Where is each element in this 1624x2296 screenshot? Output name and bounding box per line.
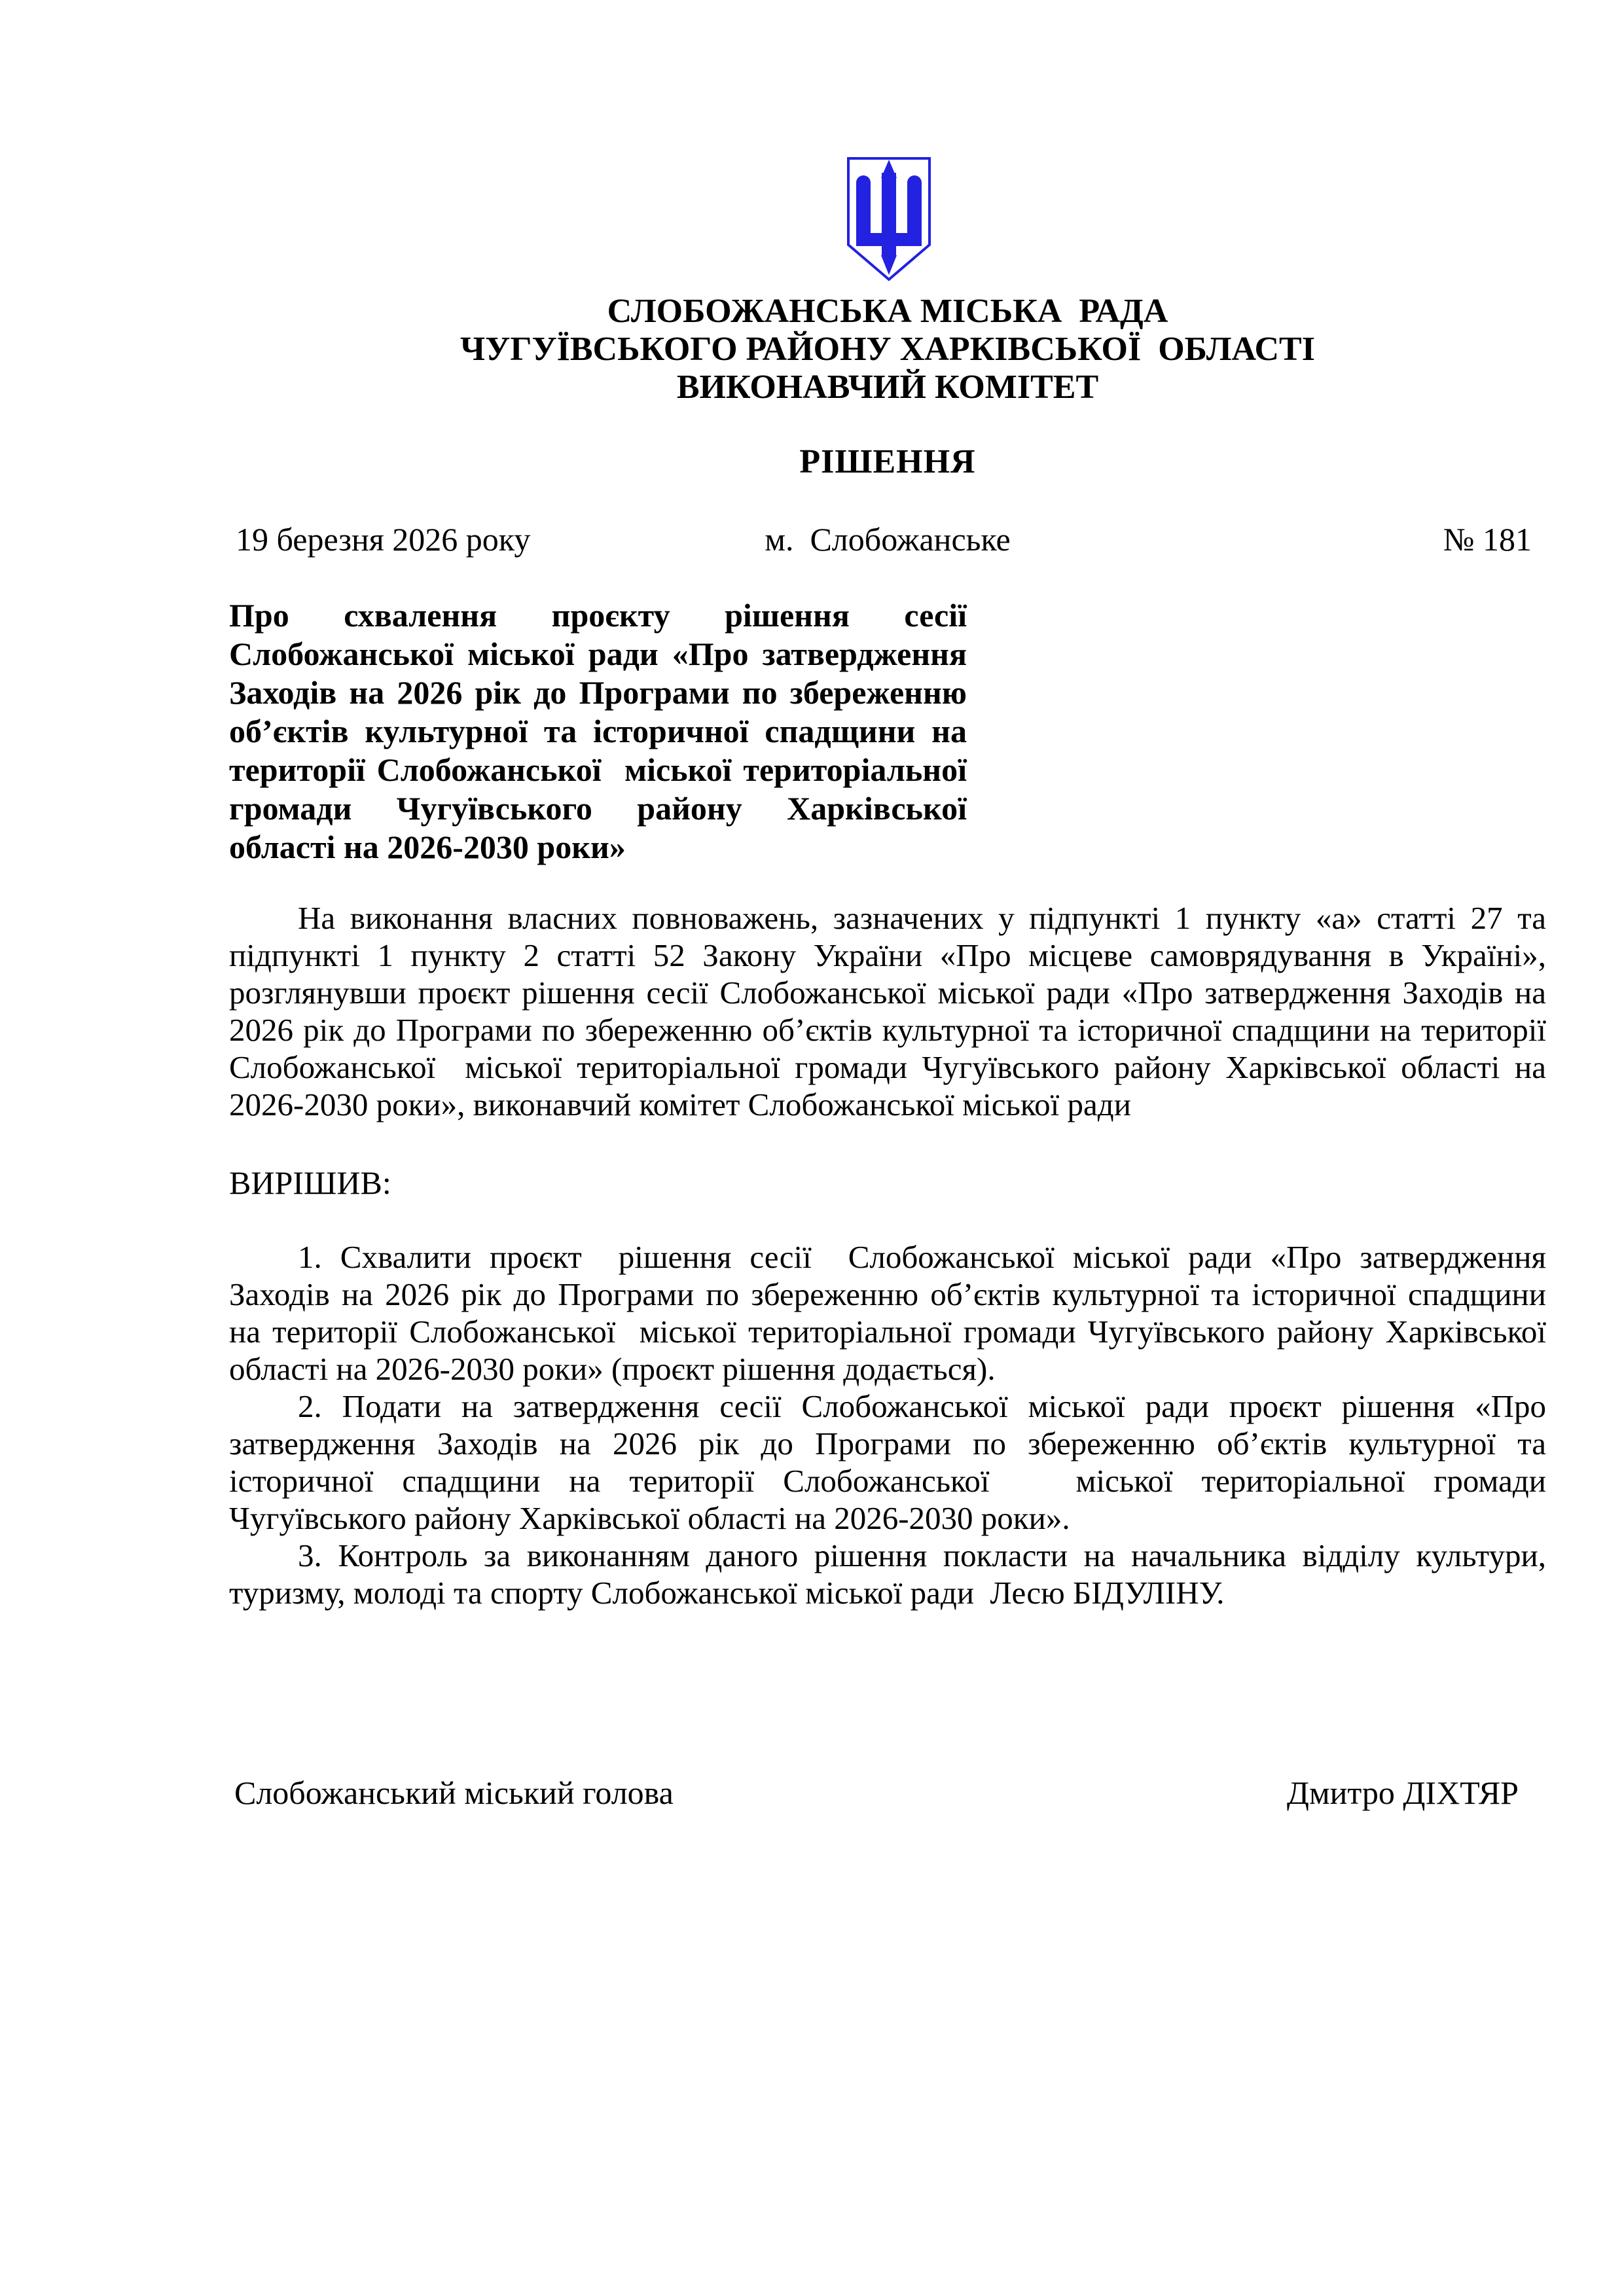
tryzub-emblem-icon xyxy=(846,156,932,283)
doc-subject: Про схвалення проєкту рішення сесії Слобожанської міської ради «Про затвердження Заходів на 2026 рік до Програми по збереженню об’єктів культурної та історичної спадщини на території Слобожанської міської територіальної громади Чугуївського району Харківської області на 2026-2030 роки» xyxy=(229,597,967,865)
preamble-paragraph: На виконання власних повноважень, зазначених у підпункті 1 пункту «а» статті 27 та підпункті 1 пункту 2 статті 52 Закону України «Про місцеве самоврядування в Україні», розглянувши проєкт рішення сесії Слобожанської міської ради «Про затвердження Заходів на 2026 рік до Програми по збереженню об’єктів культурної та історичної спадщини на території Слобожанської міської територіальної громади Чугуївського району Харківської області на 2026-2030 роки», виконавчий комітет Слобожанської міської ради xyxy=(229,900,1546,1122)
resolved-label: ВИРІШИВ: xyxy=(229,1164,391,1201)
org-district-line: ЧУГУЇВСЬКОГО РАЙОНУ ХАРКІВСЬКОЇ ОБЛАСТІ xyxy=(460,331,1315,368)
doc-type-title: РІШЕННЯ xyxy=(799,443,976,480)
resolution-items xyxy=(229,1238,1546,1611)
trident-left-prong xyxy=(856,175,871,242)
trident-right-prong xyxy=(907,175,922,242)
resolution-item-1: 1. Схвалити проєкт рішення сесії Слобожанської міської ради «Про затвердження Заходів на 2026 рік до Програми по збереженню об’єктів культурної та історичної спадщини на території Слобожанської міської територіальної громади Чугуївського району Харківської області на 2026-2030 роки» (проєкт рішення додається). xyxy=(229,1239,1546,1387)
resolution-item-2: 2. Подати на затвердження сесії Слобожанської міської ради проєкт рішення «Про затвердження Заходів на 2026 рік до Програми по збереженню об’єктів культурної та історичної спадщини на території Слобожанської міської територіальної громади Чугуївського району Харківської області на 2026-2030 роки». xyxy=(229,1388,1546,1536)
org-name-line: СЛОБОЖАНСЬКА МІСЬКА РАДА xyxy=(607,293,1168,330)
doc-date: 19 березня 2026 року xyxy=(236,521,531,558)
doc-number: № 181 xyxy=(1443,521,1532,558)
trident-crossbar xyxy=(856,233,922,246)
resolution-item-3: 3. Контроль за виконанням даного рішення покласти на начальника відділу культури, туризму, молоді та спорту Слобожанської міської ради Лесю БІДУЛІНУ. xyxy=(229,1537,1546,1611)
org-committee-line: ВИКОНАВЧИЙ КОМІТЕТ xyxy=(676,368,1099,406)
dateline-row xyxy=(229,521,1546,560)
doc-place: м. Слобожанське xyxy=(765,521,1011,558)
trident-bottom-point xyxy=(881,255,897,275)
signer-position: Слобожанський міський голова xyxy=(234,1774,674,1811)
signer-name: Дмитро ДІХТЯР xyxy=(1286,1774,1519,1811)
org-header xyxy=(229,293,1546,406)
signature-row xyxy=(229,1774,1546,1814)
